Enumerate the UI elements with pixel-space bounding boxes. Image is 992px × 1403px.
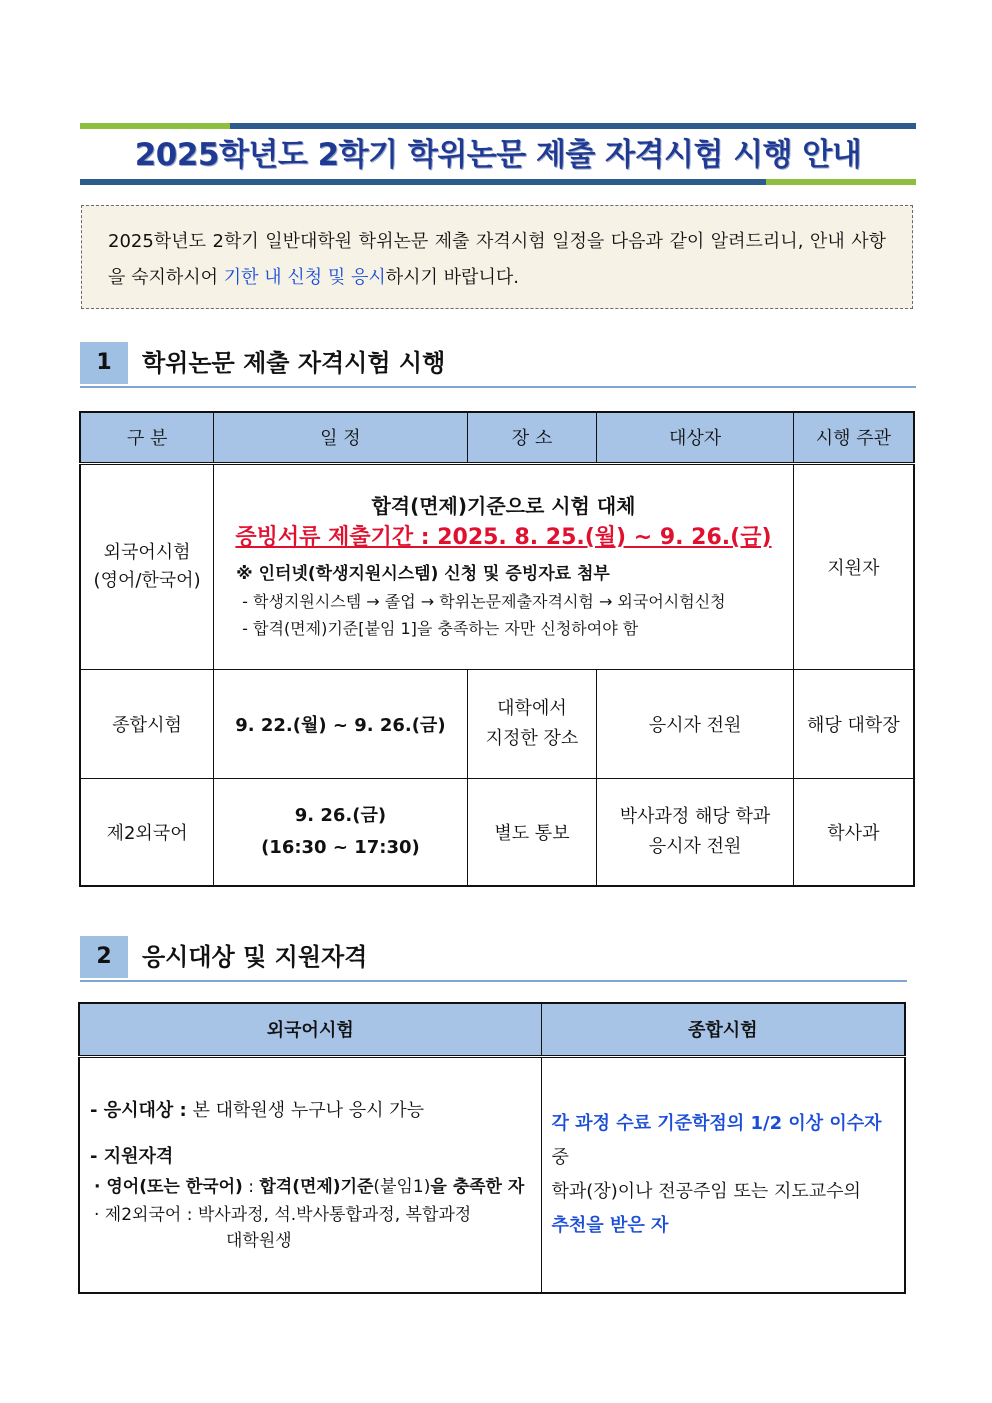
table-row-foreign [80, 463, 914, 669]
section2-rule [80, 980, 907, 982]
foreign-eligibility: - 응시대상 : 본 대학원생 누구나 응시 가능 - 지원자격 · 영어(또는 한국어) : 합격(면제)기준(붙임1)을 충족한 자 · 제2외국어 : 박사과정, 석.박사통합과정, 복합과정 대학원생 [79, 1056, 541, 1293]
comprehensive-eligibility: 각 과정 수료 기준학점의 1/2 이상 이수자 중 학과(장)이나 전공주임 또는 지도교수의 추천을 받은 자 [541, 1056, 905, 1293]
qualification-label: - 지원자격 [90, 1145, 174, 1167]
title-rule-bottom [80, 179, 916, 185]
comprehensive-organizer: 해당 대학장 [793, 669, 914, 778]
section1-header [80, 342, 916, 388]
target-label: - 응시대상 : [90, 1099, 187, 1121]
english-label: · 영어(또는 한국어) [94, 1176, 243, 1197]
foreign-note: ※ 인터넷(학생지원시스템) 신청 및 증빙자료 첨부 [236, 564, 610, 584]
header-comprehensive-exam: 종합시험 [541, 1003, 905, 1056]
comprehensive-place: 대학에서 지정한 장소 [467, 669, 597, 778]
comprehensive-exam-name: 종합시험 [80, 669, 214, 778]
intro-highlight: 기한 내 신청 및 응시 [223, 267, 386, 288]
foreign-exam-name: 외국어시험 (영어/한국어) [80, 463, 214, 669]
intro-box [81, 205, 913, 309]
second-language-name: 제2외국어 [80, 778, 214, 886]
intro-text-end: 하시기 바랍니다. [385, 267, 519, 288]
second-language-place: 별도 통보 [467, 778, 597, 886]
second-language-label: · 제2외국어 : [94, 1204, 193, 1225]
second-language-target: 박사과정 해당 학과 응시자 전원 [597, 778, 793, 886]
foreign-replace-text: 합격(면제)기준으로 시험 대체 [371, 494, 636, 518]
section1-rule [80, 386, 916, 388]
eligibility-table [78, 1002, 906, 1294]
section1-number: 1 [80, 342, 128, 384]
header-place: 장 소 [467, 412, 597, 463]
second-language-organizer: 학사과 [793, 778, 914, 886]
header-organizer: 시행 주관 [793, 412, 914, 463]
section2-header [80, 936, 907, 982]
header-target: 대상자 [597, 412, 793, 463]
second-language-date: 9. 26.(금) (16:30 ~ 17:30) [214, 778, 467, 886]
comprehensive-date: 9. 22.(월) ~ 9. 26.(금) [214, 669, 467, 778]
section2-title: 응시대상 및 지원자격 [142, 943, 368, 971]
schedule-table [79, 411, 915, 887]
foreign-submission-period: 증빙서류 제출기간 : 2025. 8. 25.(월) ~ 9. 26.(금) [235, 525, 772, 550]
foreign-exam-details [214, 463, 794, 669]
header-category: 구 분 [80, 412, 214, 463]
header-schedule: 일 정 [214, 412, 467, 463]
title-rule-top [80, 123, 916, 129]
section1-title: 학위논문 제출 자격시험 시행 [142, 349, 446, 377]
table-row-comprehensive [80, 669, 914, 778]
foreign-note-criteria: - 합격(면제)기준[붙임 1]을 충족하는 자만 신청하여야 함 [242, 619, 639, 638]
intro-text: 2025학년도 2학기 일반대학원 학위논문 제출 자격시험 일정을 다음과 같이 알려드리니, 안내 사항을 숙지하시어 [108, 231, 886, 288]
document-title: 2025학년도 2학기 학위논문 제출 자격시험 시행 안내 [134, 137, 862, 173]
table-row-second-language [80, 778, 914, 886]
section2-number: 2 [80, 936, 128, 978]
target-text: 본 대학원생 누구나 응시 가능 [186, 1099, 425, 1121]
comprehensive-target: 응시자 전원 [597, 669, 793, 778]
foreign-note-path: - 학생지원시스템 → 졸업 → 학위논문제출자격시험 → 외국어시험신청 [242, 592, 726, 611]
foreign-organizer: 지원자 [793, 463, 914, 669]
header-foreign-exam: 외국어시험 [79, 1003, 541, 1056]
